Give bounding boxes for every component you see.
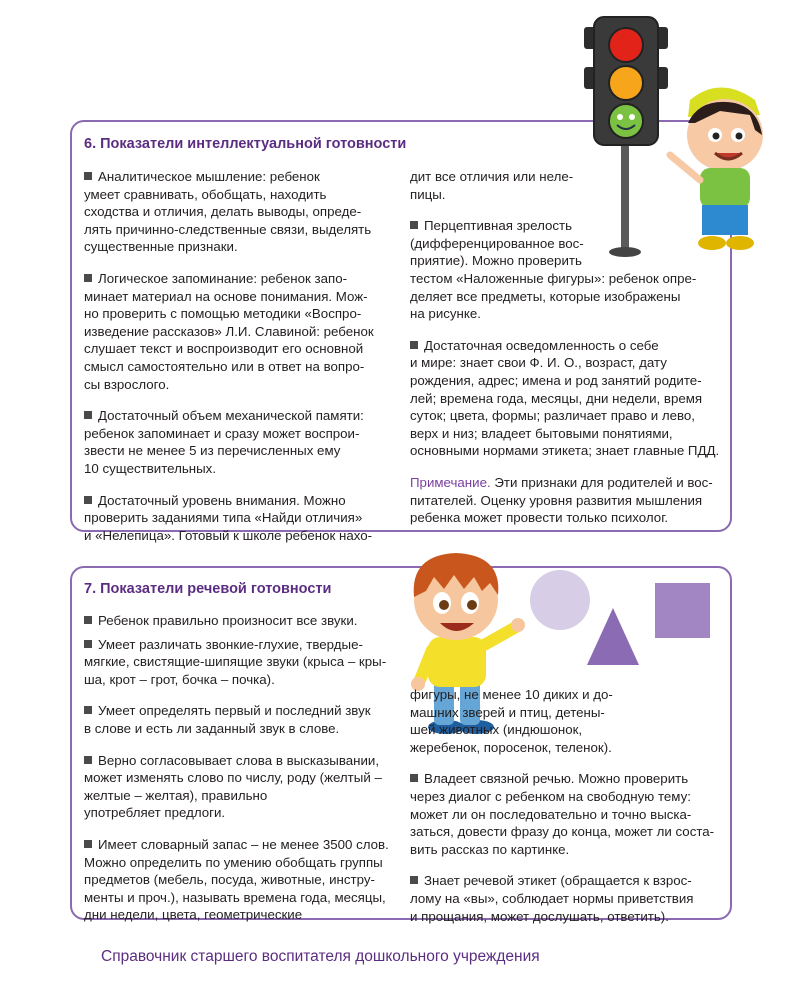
- list-item: Знает речевой этикет (обращается к взрос- лому на «вы», соблюдает нормы приветствия и прощания, может дослушать, ответить).: [410, 873, 694, 924]
- list-item: Достаточный объем механической памяти: ребенок запоминает и сразу может воспрои- звести не менее 5 из перечисленных ему 10 существительных.: [84, 408, 364, 476]
- section-7-left-column: [84, 612, 396, 938]
- list-item: Владеет связной речью. Можно проверить через диалог с ребенком на свободную тему: может ли он последовательно и точно выска- заться, довести фразу до конца, может ли соста- вить рассказ по картинке.: [410, 771, 715, 857]
- bullet-square-icon: [84, 172, 92, 180]
- geometric-shapes: [525, 568, 715, 672]
- bullet-square-icon: [410, 341, 418, 349]
- circle-shape: [530, 570, 590, 630]
- page-footer: Справочник старшего воспитателя дошкольного учреждения: [101, 948, 540, 965]
- note-text: Эти признаки для родителей и вос- питателей. Оценку уровня развития мышления ребенка может провести только психолог.: [410, 474, 713, 526]
- bullet-square-icon: [84, 756, 92, 764]
- list-item: Умеет различать звонкие-глухие, твердые- мягкие, свистящие-шипящие звуки (крыса – кры- ша, крот – грот, бочка – почка).: [84, 636, 387, 687]
- triangle-shape: [587, 608, 639, 665]
- list-item: Имеет словарный запас – не менее 3500 слов. Можно определить по умению обобщать группы предметов (мебель, посуда, животные, инстру- менты и проч.), называть времена года, месяцы, дни недели, цвета, геометрические: [84, 836, 389, 923]
- continuation-text: дит все отличия или неле- пицы.: [410, 169, 574, 202]
- list-item: Аналитическое мышление: ребенок умеет сравнивать, обобщать, находить сходства и отличия, делать выводы, опреде- лять причинно-следственные связи, выделять существенные признаки.: [84, 169, 372, 255]
- list-item: Верно согласовывает слова в высказывании, может изменять слово по числу, роду (желтый – желтые – желтая), правильно употребляет предлоги.: [84, 752, 382, 821]
- note-label: Примечание.: [410, 474, 491, 490]
- bullet-square-icon: [410, 221, 418, 229]
- bullet-square-icon: [410, 774, 418, 782]
- bullet-square-icon: [84, 496, 92, 504]
- square-shape: [655, 583, 710, 638]
- bullet-square-icon: [84, 840, 92, 848]
- list-item: Ребенок правильно произносит все звуки.: [84, 612, 396, 630]
- list-item: Логическое запоминание: ребенок запо- минает материал на основе понимания. Мож- но проверить с помощью методики «Воспро- изведение рассказов» Л.И. Славиной: ребенок слушает текст и воспроизводит его основной смысл самостоятельно или в ответ на вопро- сы взрослого.: [84, 270, 374, 392]
- list-item: Достаточная осведомленность о себе и мире: знает свои Ф. И. О., возраст, дату рождения, адрес; имена и род занятий родите- лей; времена года, месяцы, дни недели, время суток; цвета, формы; различает право и лево, верх и низ; владеет бытовыми понятиями, основными нормами этикета; знает главные ПДД.: [410, 337, 720, 459]
- traffic-light-icon: [570, 5, 785, 260]
- bullet-square-icon: [84, 640, 92, 648]
- section-6-title: 6. Показатели интеллектуальной готовности: [84, 136, 407, 152]
- section-7-title: 7. Показатели речевой готовности: [84, 581, 332, 597]
- section-7-right-column: [410, 686, 722, 939]
- list-item: Перцептивная зрелость (дифференцированное вос- приятие). Можно проверить тестом «Наложенные фигуры»: ребенок опре- деляет все предметы, которые изображены на рисунке.: [410, 218, 697, 322]
- bullet-square-icon: [84, 616, 92, 624]
- list-item: Умеет определять первый и последний звук в слове и есть ли заданный звук в слове.: [84, 703, 371, 736]
- bullet-square-icon: [410, 876, 418, 884]
- bullet-square-icon: [84, 706, 92, 714]
- note: [410, 474, 722, 527]
- list-item: Достаточный уровень внимания. Можно проверить заданиями типа «Найди отличия» и «Нелепица». Готовый к школе ребенок нахо-: [84, 492, 373, 543]
- section-6-left-column: [84, 168, 394, 558]
- bullet-square-icon: [84, 411, 92, 419]
- continuation-text: фигуры, не менее 10 диких и до- машних зверей и птиц, детены- шей животных (индюшонок, жеребенок, поросенок, теленок).: [410, 687, 613, 755]
- bullet-square-icon: [84, 274, 92, 282]
